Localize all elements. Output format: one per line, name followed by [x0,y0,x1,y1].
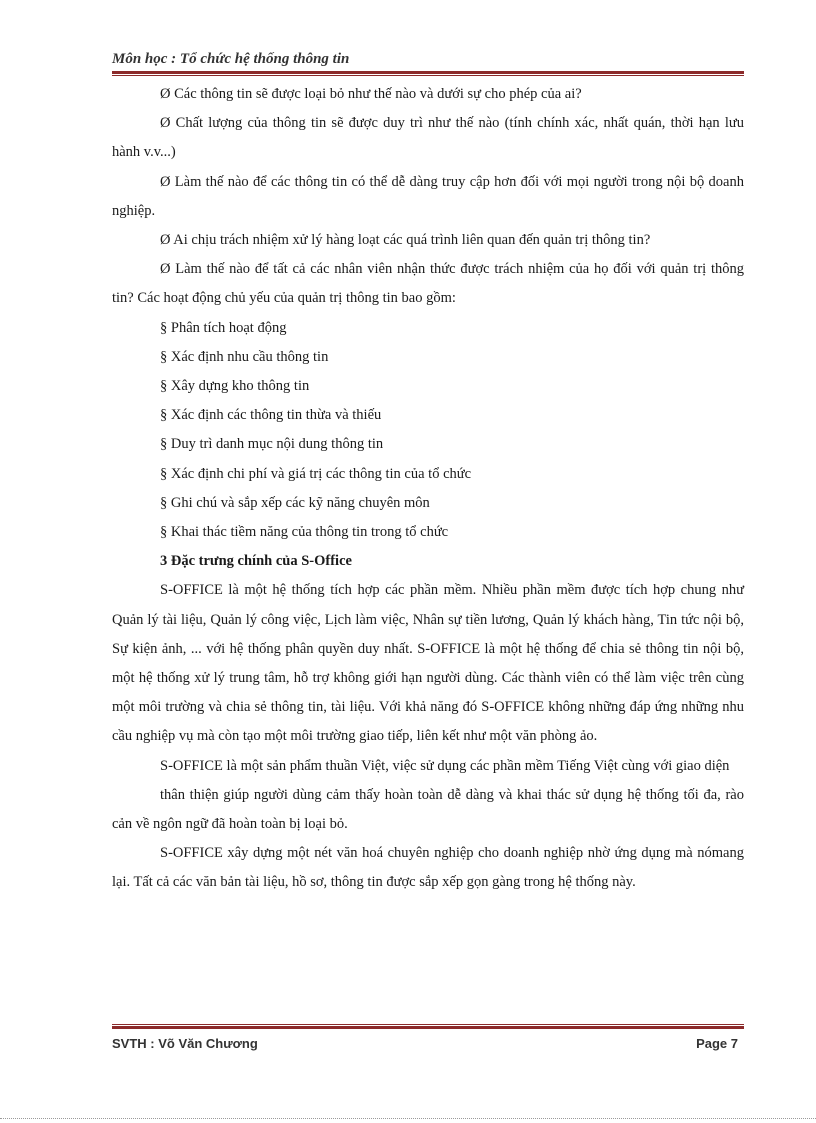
document-body [112,80,744,898]
footer-author: SVTH : Võ Văn Chương [112,1036,258,1051]
paragraph: S-OFFICE là một hệ thống tích hợp các phần mềm. Nhiều phần mềm được tích hợp chung như Quản lý tài liệu, Quản lý công việc, Lịch làm việc, Nhân sự tiền lương, Quản lý khách hàng, Tin tức nội bộ, Sự kiện ảnh, ... với hệ thống phân quyền duy nhất. S-OFFICE là một hệ thống để chia sẻ thông tin nội bộ, một hệ thống xử lý trung tâm, hỗ trợ không giới hạn người dùng. Các thành viên có thể làm việc trên cùng một môi trường và chia sẻ thông tin, tài liệu. Với khả năng đó S-OFFICE không những đáp ứng những nhu cầu nghiệp vụ mà còn tạo một môi trường giao tiếp, liên kết như một văn phòng ảo. [112,582,744,745]
bullet-item: § Xác định các thông tin thừa và thiếu [160,407,382,424]
bullet-item: § Xây dựng kho thông tin [160,378,310,395]
paragraph: Ø Làm thế nào để tất cả các nhân viên nhận thức được trách nhiệm của họ đối với quản trị thông tin? Các hoạt động chủ yếu của quản trị thông tin bao gồm: [112,261,744,307]
section-heading: 3 Đặc trưng chính của S-Office [160,553,352,570]
paragraph: Ø Ai chịu trách nhiệm xử lý hàng loạt các quá trình liên quan đến quản trị thông tin? [160,232,651,249]
paragraph: Ø Làm thế nào để các thông tin có thể dễ dàng truy cập hơn đối với mọi người trong nội bộ doanh nghiệp. [112,173,744,219]
paragraph: S-OFFICE là một sản phẩm thuần Việt, việc sử dụng các phần mềm Tiếng Việt cùng với giao diện [160,757,730,774]
page-break-dotted-line [0,1118,816,1119]
bullet-item: § Duy trì danh mục nội dung thông tin [160,436,384,453]
bullet-item: § Phân tích hoạt động [160,319,287,336]
paragraph: Ø Các thông tin sẽ được loại bỏ như thế nào và dưới sự cho phép của ai? [160,86,582,102]
footer-page-number: Page 7 [696,1036,738,1051]
bullet-item: § Khai thác tiềm năng của thông tin trong tổ chức [160,524,449,541]
bullet-item: § Xác định nhu cầu thông tin [160,348,329,365]
paragraph: S-OFFICE xây dựng một nét văn hoá chuyên nghiệp cho doanh nghiệp nhờ ứng dụng mà nómang lại. Tất cả các văn bản tài liệu, hồ sơ, thông tin được sắp xếp gọn gàng trong hệ thống này. [112,845,744,891]
bullet-item: § Xác định chi phí và giá trị các thông tin của tổ chức [160,465,472,482]
page-header-title: Môn học : Tổ chức hệ thống thông tin [112,51,350,67]
bullet-item: § Ghi chú và sắp xếp các kỹ năng chuyên môn [160,494,430,511]
paragraph: Ø Chất lượng của thông tin sẽ được duy trì như thế nào (tính chính xác, nhất quán, thời hạn lưu hành v.v...) [112,115,744,161]
footer-divider [112,1024,744,1029]
paragraph: thân thiện giúp người dùng cảm thấy hoàn toàn dễ dàng và khai thác sử dụng hệ thống tối đa, rào cản về ngôn ngữ đã hoàn toàn bị loại bỏ. [112,786,744,833]
header-divider [112,71,744,76]
